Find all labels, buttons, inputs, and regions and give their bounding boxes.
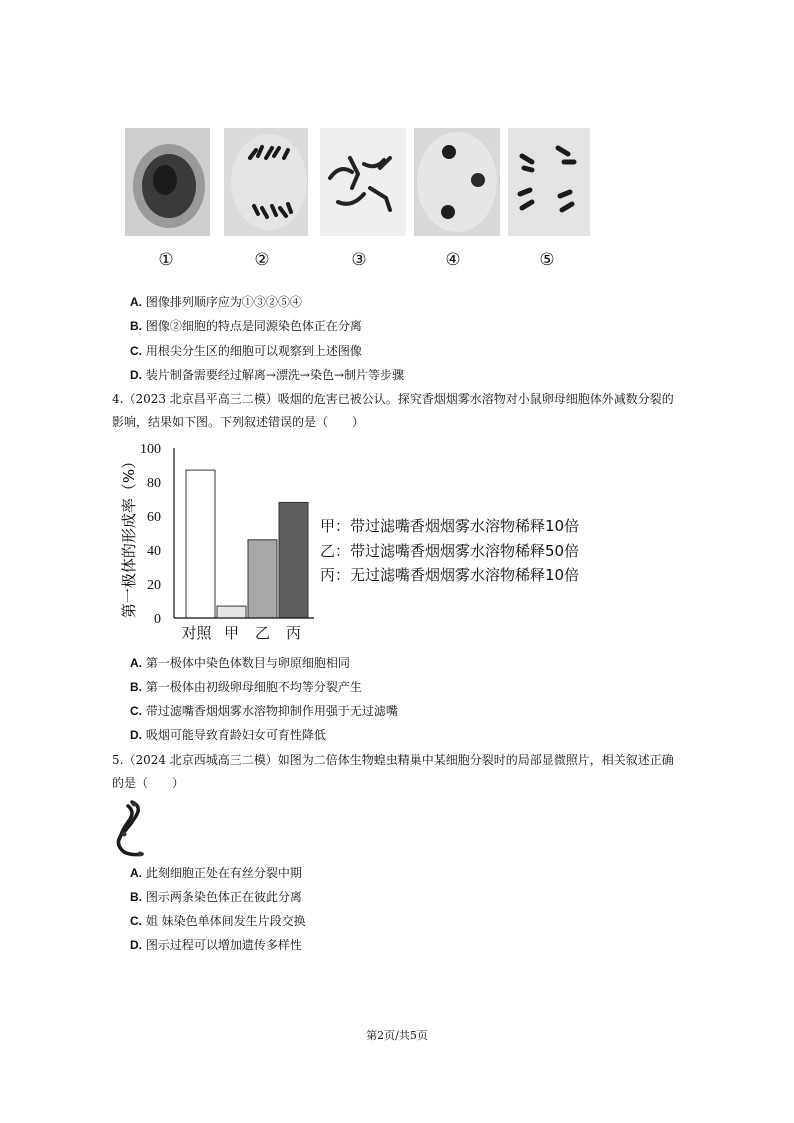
x-tick-label: 甲 <box>223 624 240 642</box>
micrograph-2 <box>224 128 308 236</box>
q3-option-a <box>130 293 302 310</box>
bar-chart <box>110 436 320 648</box>
option-letter: A. <box>130 866 142 880</box>
legend-jia: 甲：带过滤嘴香烟烟雾水溶物稀释10倍 <box>320 517 580 535</box>
option-letter: B. <box>130 680 142 694</box>
q5-option-c <box>130 912 306 929</box>
q4-option-c <box>130 702 398 719</box>
legend-yi: 乙：带过滤嘴香烟烟雾水溶物稀释50倍 <box>320 542 580 560</box>
option-letter: A. <box>130 656 142 670</box>
q5-option-a <box>130 864 302 881</box>
figure-label-3: ③ <box>351 250 367 270</box>
option-text: 第一极体由初级卵母细胞不均等分裂产生 <box>145 680 362 694</box>
figure-label-4: ④ <box>445 250 461 270</box>
q5-option-b <box>130 888 302 905</box>
option-text: 装片制备需要经过解离→漂洗→染色→制片等步骤 <box>145 368 404 382</box>
option-text: 用根尖分生区的细胞可以观察到上述图像 <box>145 344 362 358</box>
y-axis-label: 第一极体的形成率（%） <box>120 453 138 619</box>
q3-option-b <box>130 317 362 334</box>
y-tick-label: 0 <box>154 612 161 627</box>
figure-label-5: ⑤ <box>539 250 555 270</box>
legend-bing: 丙：无过滤嘴香烟烟雾水溶物稀释10倍 <box>320 566 580 584</box>
option-letter: D. <box>130 728 142 742</box>
x-tick-label: 丙 <box>285 624 302 642</box>
q5-stem-line2: 的是（ ） <box>112 776 185 790</box>
y-tick-label: 100 <box>140 442 161 457</box>
option-text: 图像②细胞的特点是同源染色体正在分离 <box>145 319 362 333</box>
y-tick-label: 80 <box>147 476 161 491</box>
q3-option-d <box>130 366 404 383</box>
q5-stem-line1: 5.（2024 北京西城高三二模）如图为二倍体生物蝗虫精巢中某细胞分裂时的局部显微照片，相关叙述正确 <box>112 753 674 767</box>
micrograph-1 <box>125 128 210 236</box>
bar <box>186 470 215 618</box>
figure-label-1: ① <box>158 250 174 270</box>
q4-option-a <box>130 654 350 671</box>
q4-stem-line1: 4.（2023 北京昌平高三二模）吸烟的危害已被公认。探究香烟烟雾水溶物对小鼠卵母细胞体外减数分裂的 <box>112 392 674 406</box>
y-tick-label: 60 <box>147 510 161 525</box>
option-text: 此刻细胞正处在有丝分裂中期 <box>145 866 302 880</box>
q3-option-c <box>130 342 362 359</box>
y-tick-label: 20 <box>147 578 161 593</box>
y-tick-label: 40 <box>147 544 161 559</box>
chromosome-micrograph <box>112 798 150 860</box>
x-tick-label: 乙 <box>254 624 271 642</box>
figure-label-2: ② <box>254 250 270 270</box>
option-text: 第一极体中染色体数目与卵原细胞相同 <box>145 656 350 670</box>
x-tick-label: 对照 <box>181 624 212 642</box>
bar <box>217 606 246 618</box>
option-letter: C. <box>130 704 142 718</box>
option-letter: D. <box>130 938 142 952</box>
option-letter: B. <box>130 319 142 333</box>
option-letter: C. <box>130 914 142 928</box>
q4-option-b <box>130 678 362 695</box>
bar <box>248 540 277 618</box>
option-letter: A. <box>130 295 142 309</box>
option-letter: C. <box>130 344 142 358</box>
option-text: 图像排列顺序应为①③②⑤④ <box>145 295 302 309</box>
q5-option-d <box>130 936 302 953</box>
page-footer: 第2页/共5页 <box>366 1029 428 1042</box>
micrograph-4 <box>414 128 500 236</box>
option-text: 图示过程可以增加遗传多样性 <box>145 938 302 952</box>
option-text: 带过滤嘴香烟烟雾水溶物抑制作用强于无过滤嘴 <box>145 704 398 718</box>
option-letter: D. <box>130 368 142 382</box>
option-letter: B. <box>130 890 142 904</box>
option-text: 图示两条染色体正在彼此分离 <box>145 890 302 904</box>
q4-option-d <box>130 726 326 743</box>
option-text: 吸烟可能导致育龄妇女可育性降低 <box>145 728 326 742</box>
micrograph-5 <box>508 128 590 236</box>
option-text: 姐 妹染色单体间发生片段交换 <box>145 914 306 928</box>
bar <box>279 502 308 618</box>
q4-stem-line2: 影响，结果如下图。下列叙述错误的是（ ） <box>112 415 365 429</box>
micrograph-3 <box>320 128 406 236</box>
